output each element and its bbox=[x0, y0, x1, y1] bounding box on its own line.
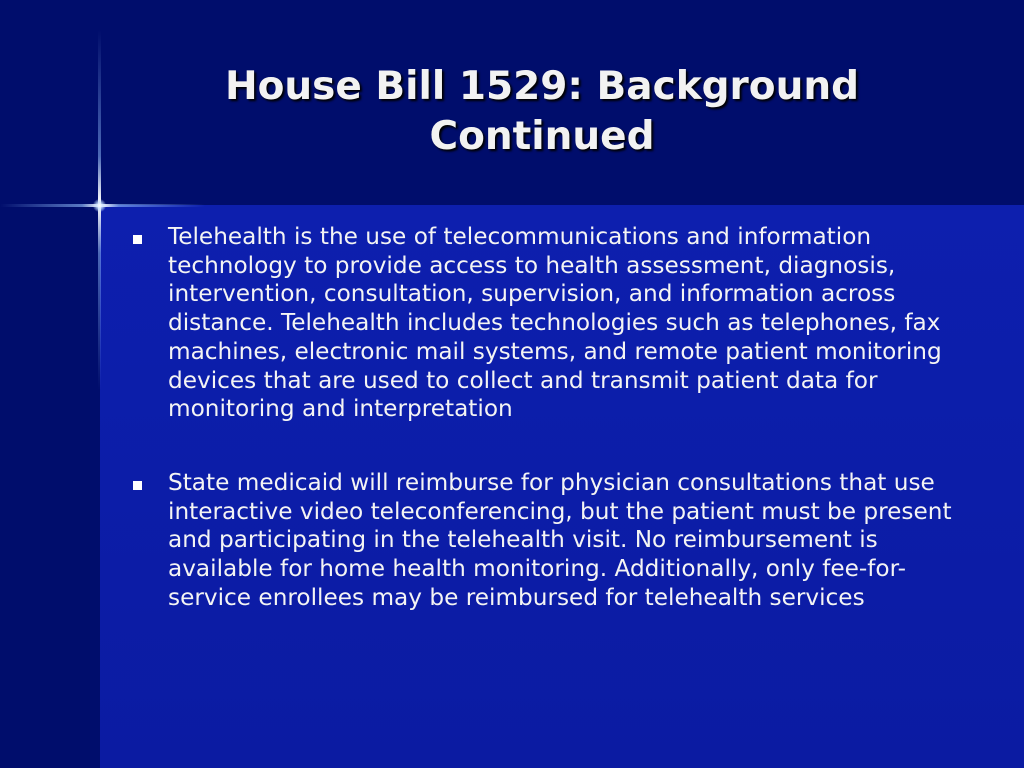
square-bullet-icon bbox=[133, 481, 142, 490]
left-background-band bbox=[0, 205, 100, 768]
bullet-item-medicaid-reimbursement bbox=[130, 469, 970, 613]
bullet-text: Telehealth is the use of telecommunications and information technology to provide access to health assessment, diagnosis, intervention, consultation, supervision, and information across distance. Telehealth includes technologies such as telephones, fax machines, electronic mail systems, and remote patient monitoring devices that are used to collect and transmit patient data for monitoring and interpretation bbox=[168, 223, 942, 423]
square-bullet-icon bbox=[133, 235, 142, 244]
sparkle-star-icon bbox=[93, 199, 106, 212]
bullet-list bbox=[130, 223, 970, 657]
slide-title: House Bill 1529: Background Continued bbox=[224, 64, 860, 159]
bullet-text: State medicaid will reimburse for physician consultations that use interactive video teleconferencing, but the patient must be present and participating in the telehealth visit. No reimbursement is available for home health monitoring. Additionally, only fee-for-service enrollees may be reimbursed for telehealth services bbox=[168, 468, 952, 611]
bullet-item-telehealth-definition bbox=[130, 223, 970, 424]
